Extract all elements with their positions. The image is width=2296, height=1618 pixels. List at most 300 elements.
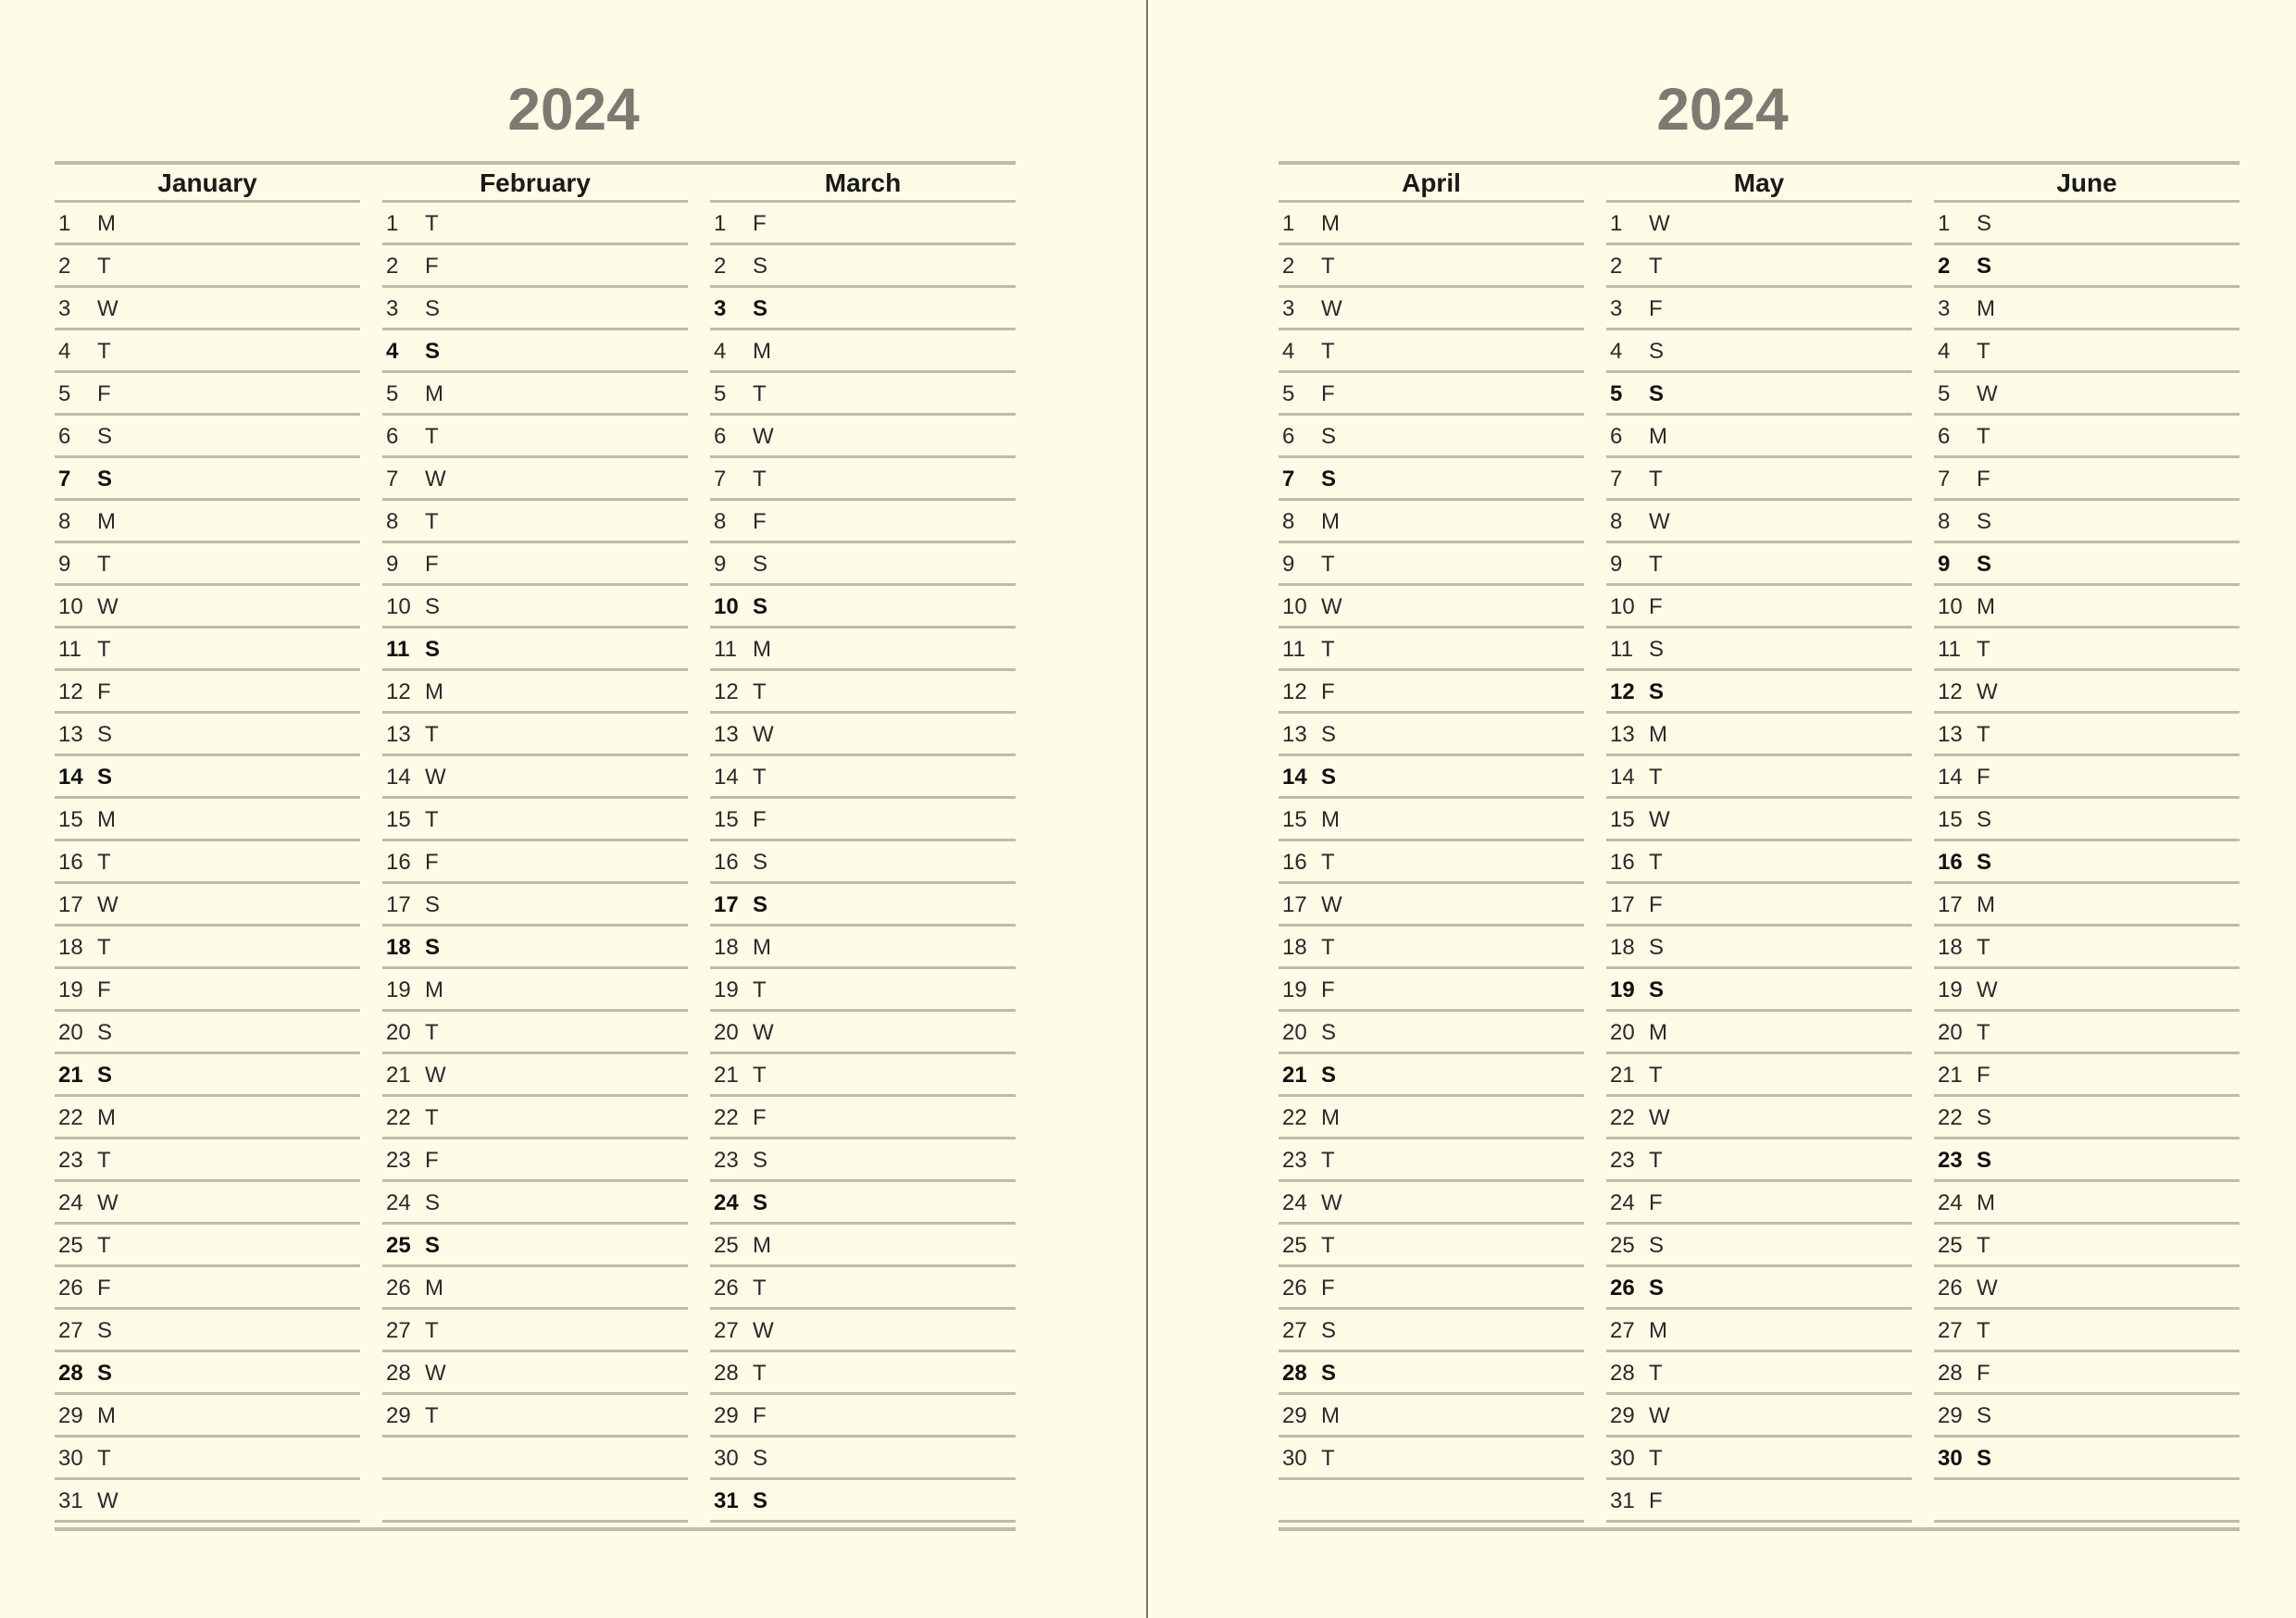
weekday-letter: M (1321, 807, 1340, 832)
day-number: 23 (386, 1148, 411, 1173)
day-number: 9 (58, 552, 71, 577)
day-number: 1 (1282, 211, 1295, 236)
day-row (1934, 1012, 2240, 1054)
weekday-letter: T (425, 509, 439, 534)
weekday-letter: M (1977, 892, 1995, 917)
day-number: 7 (1610, 467, 1623, 492)
weekday-letter: S (1649, 637, 1665, 662)
weekday-letter: M (425, 1276, 443, 1301)
day-row (710, 969, 1016, 1012)
weekday-letter: T (1649, 1063, 1663, 1088)
weekday-letter: T (1321, 1446, 1335, 1471)
day-number: 17 (58, 892, 83, 917)
day-number: 7 (1938, 467, 1951, 492)
empty-row (1934, 1480, 2240, 1523)
weekday-letter: S (425, 892, 441, 917)
day-number: 27 (1282, 1318, 1307, 1343)
weekday-letter: T (753, 1276, 767, 1301)
day-row (710, 1267, 1016, 1310)
day-row (1934, 501, 2240, 543)
day-row (710, 756, 1016, 799)
day-row (1606, 799, 1912, 841)
day-number: 21 (386, 1063, 411, 1088)
day-row (1279, 1097, 1584, 1139)
day-number: 13 (386, 722, 411, 747)
day-number: 28 (1610, 1361, 1635, 1386)
day-row (710, 288, 1016, 330)
weekday-letter: T (1649, 765, 1663, 790)
empty-row (382, 1480, 688, 1523)
weekday-letter: F (1977, 765, 1990, 790)
day-number: 2 (714, 254, 727, 279)
day-row (55, 458, 360, 501)
weekday-letter: W (753, 1020, 774, 1045)
day-number: 26 (714, 1276, 739, 1301)
day-number: 9 (1610, 552, 1623, 577)
day-row (1606, 841, 1912, 884)
day-row (55, 884, 360, 927)
weekday-letter: T (97, 637, 111, 662)
day-row (1606, 245, 1912, 288)
day-row (55, 1054, 360, 1097)
day-number: 8 (714, 509, 727, 534)
weekday-letter: T (1649, 1148, 1663, 1173)
day-row (710, 1139, 1016, 1182)
day-number: 3 (1938, 296, 1951, 321)
weekday-letter: T (1321, 1148, 1335, 1173)
day-number: 24 (1282, 1190, 1307, 1215)
day-number: 31 (58, 1488, 83, 1513)
weekday-letter: W (1649, 807, 1670, 832)
day-number: 13 (1282, 722, 1307, 747)
day-row (1606, 416, 1912, 458)
day-number: 30 (714, 1446, 739, 1471)
day-row (382, 969, 688, 1012)
day-row (1934, 1182, 2240, 1225)
day-row (382, 1097, 688, 1139)
empty-row (382, 1438, 688, 1480)
day-number: 2 (1282, 254, 1295, 279)
day-row (1934, 1139, 2240, 1182)
weekday-letter: S (1649, 381, 1665, 406)
weekday-letter: S (1977, 1446, 1992, 1471)
day-number: 21 (1938, 1063, 1963, 1088)
day-number: 4 (386, 339, 399, 364)
weekday-letter: S (1977, 807, 1992, 832)
weekday-letter: S (753, 892, 768, 917)
weekday-letter: M (753, 637, 771, 662)
day-number: 5 (714, 381, 727, 406)
day-row (1279, 416, 1584, 458)
day-number: 14 (386, 765, 411, 790)
day-number: 8 (386, 509, 399, 534)
day-number: 27 (1938, 1318, 1963, 1343)
day-number: 27 (58, 1318, 83, 1343)
weekday-letter: M (1649, 722, 1667, 747)
day-number: 24 (58, 1190, 83, 1215)
weekday-letter: F (753, 211, 767, 236)
day-number: 10 (386, 594, 411, 619)
day-row (1934, 756, 2240, 799)
weekday-letter: F (97, 1276, 111, 1301)
day-row (382, 629, 688, 671)
weekday-letter: W (425, 765, 446, 790)
weekday-letter: F (425, 850, 439, 875)
day-row (1934, 1352, 2240, 1395)
day-number: 23 (58, 1148, 83, 1173)
day-number: 31 (714, 1488, 739, 1513)
day-row (1279, 330, 1584, 373)
day-number: 8 (1610, 509, 1623, 534)
day-number: 12 (386, 679, 411, 704)
weekday-letter: F (1321, 381, 1335, 406)
day-number: 23 (714, 1148, 739, 1173)
weekday-letter: M (97, 807, 116, 832)
day-row (710, 884, 1016, 927)
day-row (382, 884, 688, 927)
weekday-letter: T (1321, 935, 1335, 960)
weekday-letter: T (753, 765, 767, 790)
weekday-letter: T (425, 1105, 439, 1130)
day-number: 6 (1938, 424, 1951, 449)
weekday-letter: M (97, 1105, 116, 1130)
weekday-letter: T (1321, 1233, 1335, 1258)
weekday-letter: S (1977, 254, 1992, 279)
day-number: 5 (1938, 381, 1951, 406)
weekday-letter: S (97, 1063, 113, 1088)
day-number: 1 (58, 211, 71, 236)
weekday-letter: F (753, 509, 767, 534)
day-number: 20 (1610, 1020, 1635, 1045)
weekday-letter: T (1649, 1446, 1663, 1471)
day-row (1606, 373, 1912, 416)
day-row (710, 1097, 1016, 1139)
day-number: 10 (714, 594, 739, 619)
day-row (710, 671, 1016, 714)
day-row (1606, 1012, 1912, 1054)
day-number: 5 (58, 381, 71, 406)
weekday-letter: S (1321, 1063, 1337, 1088)
day-number: 16 (386, 850, 411, 875)
weekday-letter: S (753, 1190, 768, 1215)
day-row (55, 203, 360, 245)
weekday-letter: S (97, 467, 113, 492)
day-number: 24 (1610, 1190, 1635, 1215)
weekday-letter: T (753, 679, 767, 704)
day-number: 30 (1938, 1446, 1963, 1471)
day-number: 14 (1938, 765, 1963, 790)
day-number: 3 (386, 296, 399, 321)
day-number: 7 (58, 467, 71, 492)
weekday-letter: T (97, 552, 111, 577)
day-row (1606, 884, 1912, 927)
day-row (710, 458, 1016, 501)
weekday-letter: S (753, 1148, 768, 1173)
day-number: 6 (58, 424, 71, 449)
day-number: 3 (1282, 296, 1295, 321)
weekday-letter: W (1321, 594, 1342, 619)
day-number: 17 (1610, 892, 1635, 917)
day-number: 8 (1282, 509, 1295, 534)
day-number: 2 (58, 254, 71, 279)
day-row (1934, 245, 2240, 288)
day-number: 26 (1938, 1276, 1963, 1301)
day-row (382, 714, 688, 756)
weekday-letter: W (753, 1318, 774, 1343)
day-row (1934, 586, 2240, 629)
weekday-letter: T (1977, 722, 1990, 747)
day-row (1934, 671, 2240, 714)
weekday-letter: T (425, 1020, 439, 1045)
day-row (1279, 841, 1584, 884)
day-number: 12 (1282, 679, 1307, 704)
weekday-letter: W (753, 722, 774, 747)
day-number: 21 (1282, 1063, 1307, 1088)
day-number: 21 (1610, 1063, 1635, 1088)
day-number: 1 (1610, 211, 1623, 236)
day-row (382, 927, 688, 969)
day-number: 1 (386, 211, 399, 236)
weekday-letter: W (1321, 296, 1342, 321)
day-number: 20 (1282, 1020, 1307, 1045)
day-row (710, 203, 1016, 245)
weekday-letter: S (97, 765, 113, 790)
weekday-letter: S (1649, 1276, 1665, 1301)
day-row (1606, 543, 1912, 586)
day-number: 7 (1282, 467, 1295, 492)
day-row (1279, 288, 1584, 330)
day-row (55, 586, 360, 629)
day-number: 11 (58, 637, 81, 662)
day-number: 7 (714, 467, 727, 492)
day-row (55, 841, 360, 884)
weekday-letter: S (753, 594, 768, 619)
day-number: 11 (386, 637, 410, 662)
month-column-june (1934, 165, 2240, 1523)
bottom-rule (1279, 1527, 2240, 1531)
day-row (1606, 671, 1912, 714)
day-number: 15 (1282, 807, 1307, 832)
day-row (55, 501, 360, 543)
day-row (1279, 799, 1584, 841)
day-number: 18 (386, 935, 411, 960)
day-number: 25 (58, 1233, 83, 1258)
weekday-letter: T (1977, 1318, 1990, 1343)
day-number: 27 (714, 1318, 739, 1343)
weekday-letter: M (97, 211, 116, 236)
day-number: 6 (386, 424, 399, 449)
weekday-letter: F (753, 807, 767, 832)
day-row (382, 330, 688, 373)
day-row (382, 841, 688, 884)
day-row (382, 756, 688, 799)
day-number: 9 (1938, 552, 1951, 577)
weekday-letter: T (1649, 1361, 1663, 1386)
day-number: 15 (386, 807, 411, 832)
day-row (382, 1054, 688, 1097)
day-number: 6 (714, 424, 727, 449)
day-number: 7 (386, 467, 399, 492)
day-row (1606, 1395, 1912, 1438)
day-row (55, 1225, 360, 1267)
weekday-letter: S (1977, 1148, 1992, 1173)
day-number: 29 (58, 1403, 83, 1428)
day-number: 17 (1282, 892, 1307, 917)
weekday-letter: T (1321, 850, 1335, 875)
weekday-letter: T (753, 1361, 767, 1386)
weekday-letter: S (1649, 1233, 1665, 1258)
weekday-letter: T (1321, 637, 1335, 662)
weekday-letter: T (1649, 552, 1663, 577)
day-row (55, 1267, 360, 1310)
day-row (1606, 1438, 1912, 1480)
day-row (1934, 714, 2240, 756)
day-number: 3 (58, 296, 71, 321)
day-number: 12 (1610, 679, 1635, 704)
day-row (382, 543, 688, 586)
day-number: 2 (1610, 254, 1623, 279)
day-row (1279, 1310, 1584, 1352)
weekday-letter: S (1321, 1361, 1337, 1386)
day-number: 28 (1938, 1361, 1963, 1386)
day-number: 4 (1610, 339, 1623, 364)
day-row (710, 1352, 1016, 1395)
weekday-letter: T (425, 211, 439, 236)
day-number: 24 (714, 1190, 739, 1215)
day-number: 18 (1282, 935, 1307, 960)
day-row (1606, 1480, 1912, 1523)
day-row (710, 1438, 1016, 1480)
day-number: 22 (1282, 1105, 1307, 1130)
weekday-letter: W (1649, 1403, 1670, 1428)
day-number: 28 (1282, 1361, 1307, 1386)
weekday-letter: T (1977, 935, 1990, 960)
day-number: 24 (1938, 1190, 1963, 1215)
day-row (1934, 1054, 2240, 1097)
weekday-letter: S (1977, 552, 1992, 577)
weekday-letter: T (1977, 339, 1990, 364)
day-row (382, 799, 688, 841)
month-name: May (1606, 165, 1912, 203)
weekday-letter: S (1321, 424, 1337, 449)
day-row (55, 756, 360, 799)
weekday-letter: M (1977, 594, 1995, 619)
day-number: 29 (1938, 1403, 1963, 1428)
month-grid (55, 161, 1016, 1531)
weekday-letter: M (753, 935, 771, 960)
day-row (1606, 1267, 1912, 1310)
weekday-letter: W (1977, 1276, 1998, 1301)
weekday-letter: S (753, 254, 768, 279)
day-row (1606, 1054, 1912, 1097)
day-number: 13 (58, 722, 83, 747)
day-row (55, 330, 360, 373)
day-number: 19 (1610, 977, 1635, 1002)
weekday-letter: S (425, 935, 441, 960)
day-number: 15 (1610, 807, 1635, 832)
weekday-letter: T (97, 935, 111, 960)
weekday-letter: F (425, 254, 439, 279)
month-name: June (1934, 165, 2240, 203)
day-row (55, 1139, 360, 1182)
day-row (382, 1139, 688, 1182)
day-number: 4 (58, 339, 71, 364)
day-row (1934, 1225, 2240, 1267)
day-number: 2 (1938, 254, 1951, 279)
weekday-letter: M (1649, 1020, 1667, 1045)
day-number: 22 (58, 1105, 83, 1130)
month-column-january (55, 165, 360, 1523)
weekday-letter: S (425, 339, 441, 364)
day-row (382, 1310, 688, 1352)
weekday-letter: T (1321, 552, 1335, 577)
day-row (1279, 1267, 1584, 1310)
day-row (1279, 1352, 1584, 1395)
day-row (1606, 1310, 1912, 1352)
day-row (1279, 543, 1584, 586)
weekday-letter: T (425, 1318, 439, 1343)
year-heading: 2024 (507, 76, 640, 143)
weekday-letter: M (1977, 296, 1995, 321)
month-column-may (1606, 165, 1912, 1523)
day-row (1934, 841, 2240, 884)
day-number: 20 (714, 1020, 739, 1045)
day-row (1279, 1139, 1584, 1182)
day-row (382, 203, 688, 245)
weekday-letter: S (97, 1361, 113, 1386)
day-row (1279, 458, 1584, 501)
day-row (55, 1182, 360, 1225)
day-row (1934, 1395, 2240, 1438)
weekday-letter: T (753, 977, 767, 1002)
day-number: 13 (1938, 722, 1963, 747)
day-number: 22 (386, 1105, 411, 1130)
day-number: 6 (1610, 424, 1623, 449)
day-number: 28 (386, 1361, 411, 1386)
day-number: 14 (714, 765, 739, 790)
day-row (55, 799, 360, 841)
weekday-letter: M (1321, 1403, 1340, 1428)
weekday-letter: M (97, 1403, 116, 1428)
day-number: 5 (386, 381, 399, 406)
day-row (55, 1012, 360, 1054)
day-number: 9 (386, 552, 399, 577)
weekday-letter: F (1321, 977, 1335, 1002)
weekday-letter: F (425, 552, 439, 577)
day-row (1606, 1139, 1912, 1182)
day-number: 18 (58, 935, 83, 960)
weekday-letter: S (1977, 850, 1992, 875)
day-number: 17 (386, 892, 411, 917)
day-number: 29 (714, 1403, 739, 1428)
weekday-letter: T (97, 1148, 111, 1173)
day-number: 11 (1938, 637, 1961, 662)
day-number: 27 (1610, 1318, 1635, 1343)
day-row (710, 330, 1016, 373)
day-row (1606, 501, 1912, 543)
day-number: 22 (1610, 1105, 1635, 1130)
day-row (1606, 927, 1912, 969)
weekday-letter: T (1977, 637, 1990, 662)
day-number: 31 (1610, 1488, 1635, 1513)
day-row (1934, 330, 2240, 373)
weekday-letter: M (1321, 211, 1340, 236)
day-number: 11 (714, 637, 737, 662)
weekday-letter: S (425, 1233, 441, 1258)
day-row (710, 799, 1016, 841)
book-spine (1146, 0, 1148, 1618)
day-row (1606, 288, 1912, 330)
